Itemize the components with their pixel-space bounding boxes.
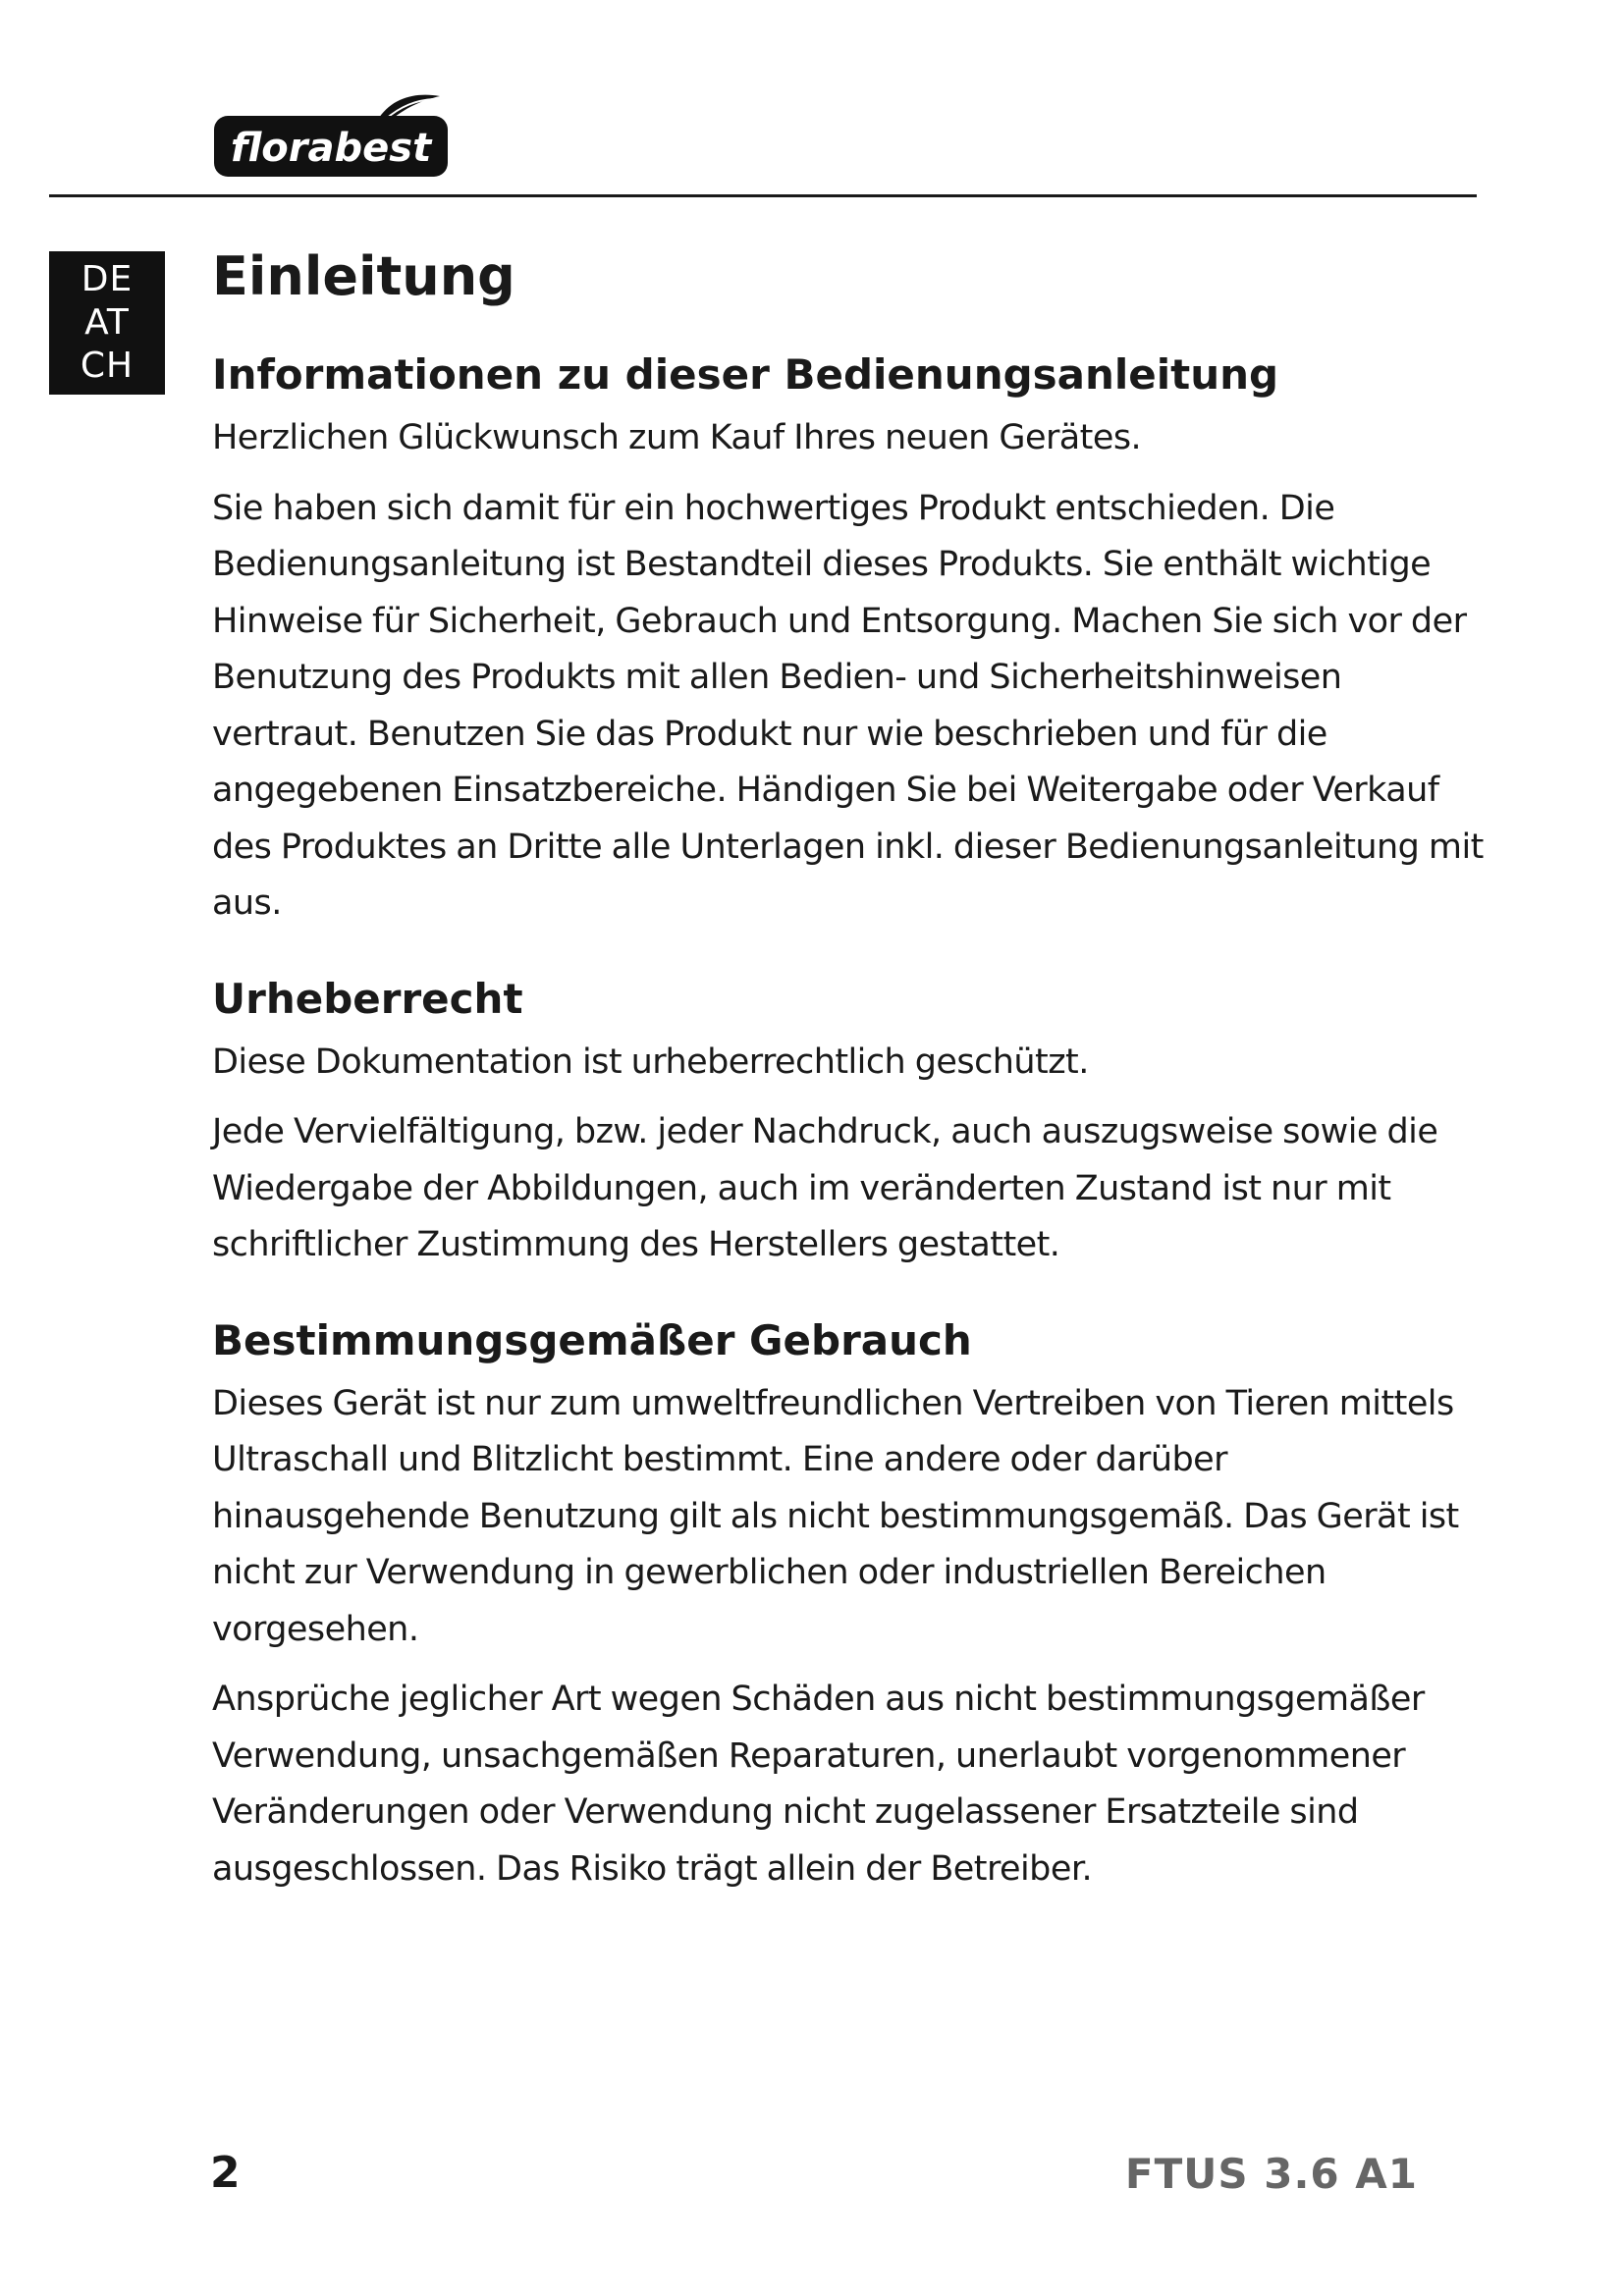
header-rule <box>49 194 1477 197</box>
section-intended-use <box>212 1313 1489 1898</box>
paragraph: Dieses Gerät ist nur zum umweltfreundlichen Vertreiben von Tieren mittels Ultraschall und Blitzlicht bestimmt. Eine andere oder darüber hinausgehende Benutzung gilt als nicht bestimmungsgemäß. Das Gerät ist nicht zur Verwendung in gewerblichen oder industriellen Bereichen vorgesehen. <box>212 1383 1459 1649</box>
section-copyright <box>212 972 1489 1274</box>
paragraph: Sie haben sich damit für ein hochwertiges Produkt entschieden. Die Bedienungsanleitung ist Bestandteil dieses Produkts. Sie enthält wichtige Hinweise für Sicherheit, Gebrauch und Entsorgung. Machen Sie sich vor der Benutzung des Produkts mit allen Bedien- und Sicherheitshinweisen vertraut. Benutzen Sie das Produkt nur wie beschrieben und für die angegebenen Einsatzbereiche. Händigen Sie bei Weitergabe oder Verkauf des Produktes an Dritte alle Unterlagen inkl. dieser Bedienungsanleitung mit aus. <box>212 488 1484 923</box>
section-heading: Urheberrecht <box>212 974 523 1023</box>
page-title: Einleitung <box>212 245 515 307</box>
lang-code-at: AT <box>84 302 130 343</box>
main-content <box>212 243 1489 1937</box>
language-tab <box>49 251 165 395</box>
brand-logo <box>212 90 452 181</box>
logo-graphic <box>212 90 452 181</box>
paragraph: Ansprüche jeglicher Art wegen Schäden aus nicht bestimmungsgemäßer Verwendung, unsachgemäßen Reparaturen, unerlaubt vorgenommener Veränderungen oder Verwendung nicht zugelassener Ersatzteile sind ausgeschlossen. Das Risiko trägt allein der Betreiber. <box>212 1680 1425 1889</box>
lang-code-ch: CH <box>80 346 135 386</box>
paragraph: Jede Vervielfältigung, bzw. jeder Nachdruck, auch auszugsweise sowie die Wiedergabe der Abbildungen, auch im veränderten Zustand ist nur mit schriftlicher Zustimmung des Herstellers gestattet. <box>212 1112 1438 1264</box>
lang-code-de: DE <box>81 259 134 299</box>
section-heading: Bestimmungsgemäßer Gebrauch <box>212 1315 972 1364</box>
model-number: FTUS 3.6 A1 <box>1124 2150 1418 2198</box>
paragraph: Diese Dokumentation ist urheberrechtlich geschützt. <box>212 1041 1089 1082</box>
section-manual-info <box>212 347 1489 933</box>
paragraph: Herzlichen Glückwunsch zum Kauf Ihres neuen Gerätes. <box>212 418 1142 457</box>
logo-text: florabest <box>230 126 432 171</box>
page-number: 2 <box>210 2148 241 2198</box>
section-heading: Informationen zu dieser Bedienungsanleitung <box>212 350 1279 399</box>
